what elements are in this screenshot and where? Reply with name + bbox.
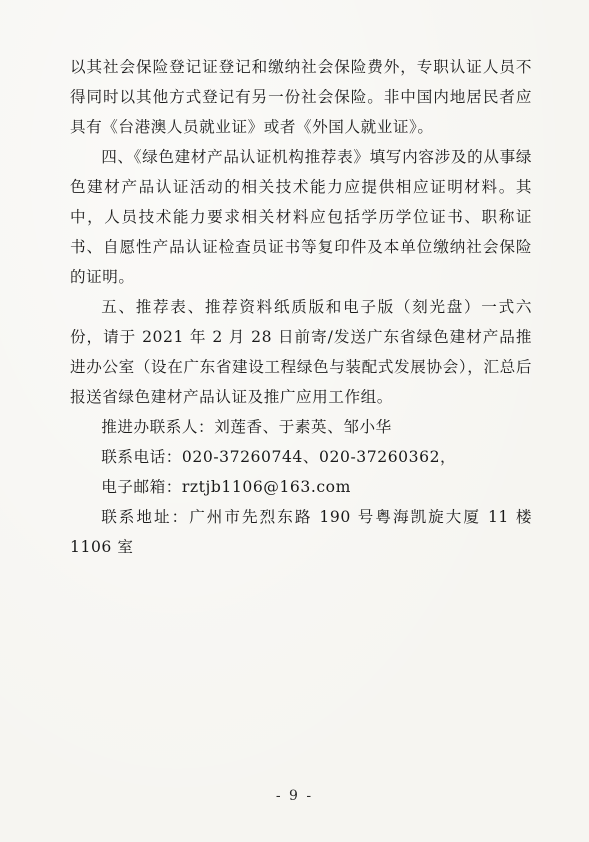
- contact-address: 联系地址：广州市先烈东路 190 号粤海凯旋大厦 11 楼 1106 室: [70, 508, 532, 556]
- page-number: - 9 -: [275, 788, 314, 804]
- contact-phone: 联系电话：020-37260744、020-37260362，: [101, 448, 457, 466]
- contact-persons: 推进办联系人：刘莲香、于素英、邹小华: [101, 418, 392, 436]
- paragraph-social-insurance: 以其社会保险登记证登记和缴纳社会保险费外，专职认证人员不得同时以其他方式登记有另一份社会保险。非中国内地居民者应具有《台港澳人员就业证》或者《外国人就业证》。: [70, 58, 532, 136]
- paragraph-five-submission: 五、推荐表、推荐资料纸质版和电子版（刻光盘）一式六份，请于 2021 年 2 月 28 日前寄/发送广东省绿色建材产品推进办公室（设在广东省建设工程绿色与装配式发展协会），汇总后报送省绿色建材产品认证及推广应用工作组。: [70, 298, 532, 406]
- paragraph-four-materials: 四、《绿色建材产品认证机构推荐表》填写内容涉及的从事绿色建材产品认证活动的相关技术能力应提供相应证明材料。其中，人员技术能力要求相关材料应包括学历学位证书、职称证书、自愿性产品认证检查员证书等复印件及本单位缴纳社会保险的证明。: [70, 148, 532, 286]
- contact-email: 电子邮箱：rztjb1106@163.com: [101, 478, 351, 496]
- document-body: [70, 52, 532, 562]
